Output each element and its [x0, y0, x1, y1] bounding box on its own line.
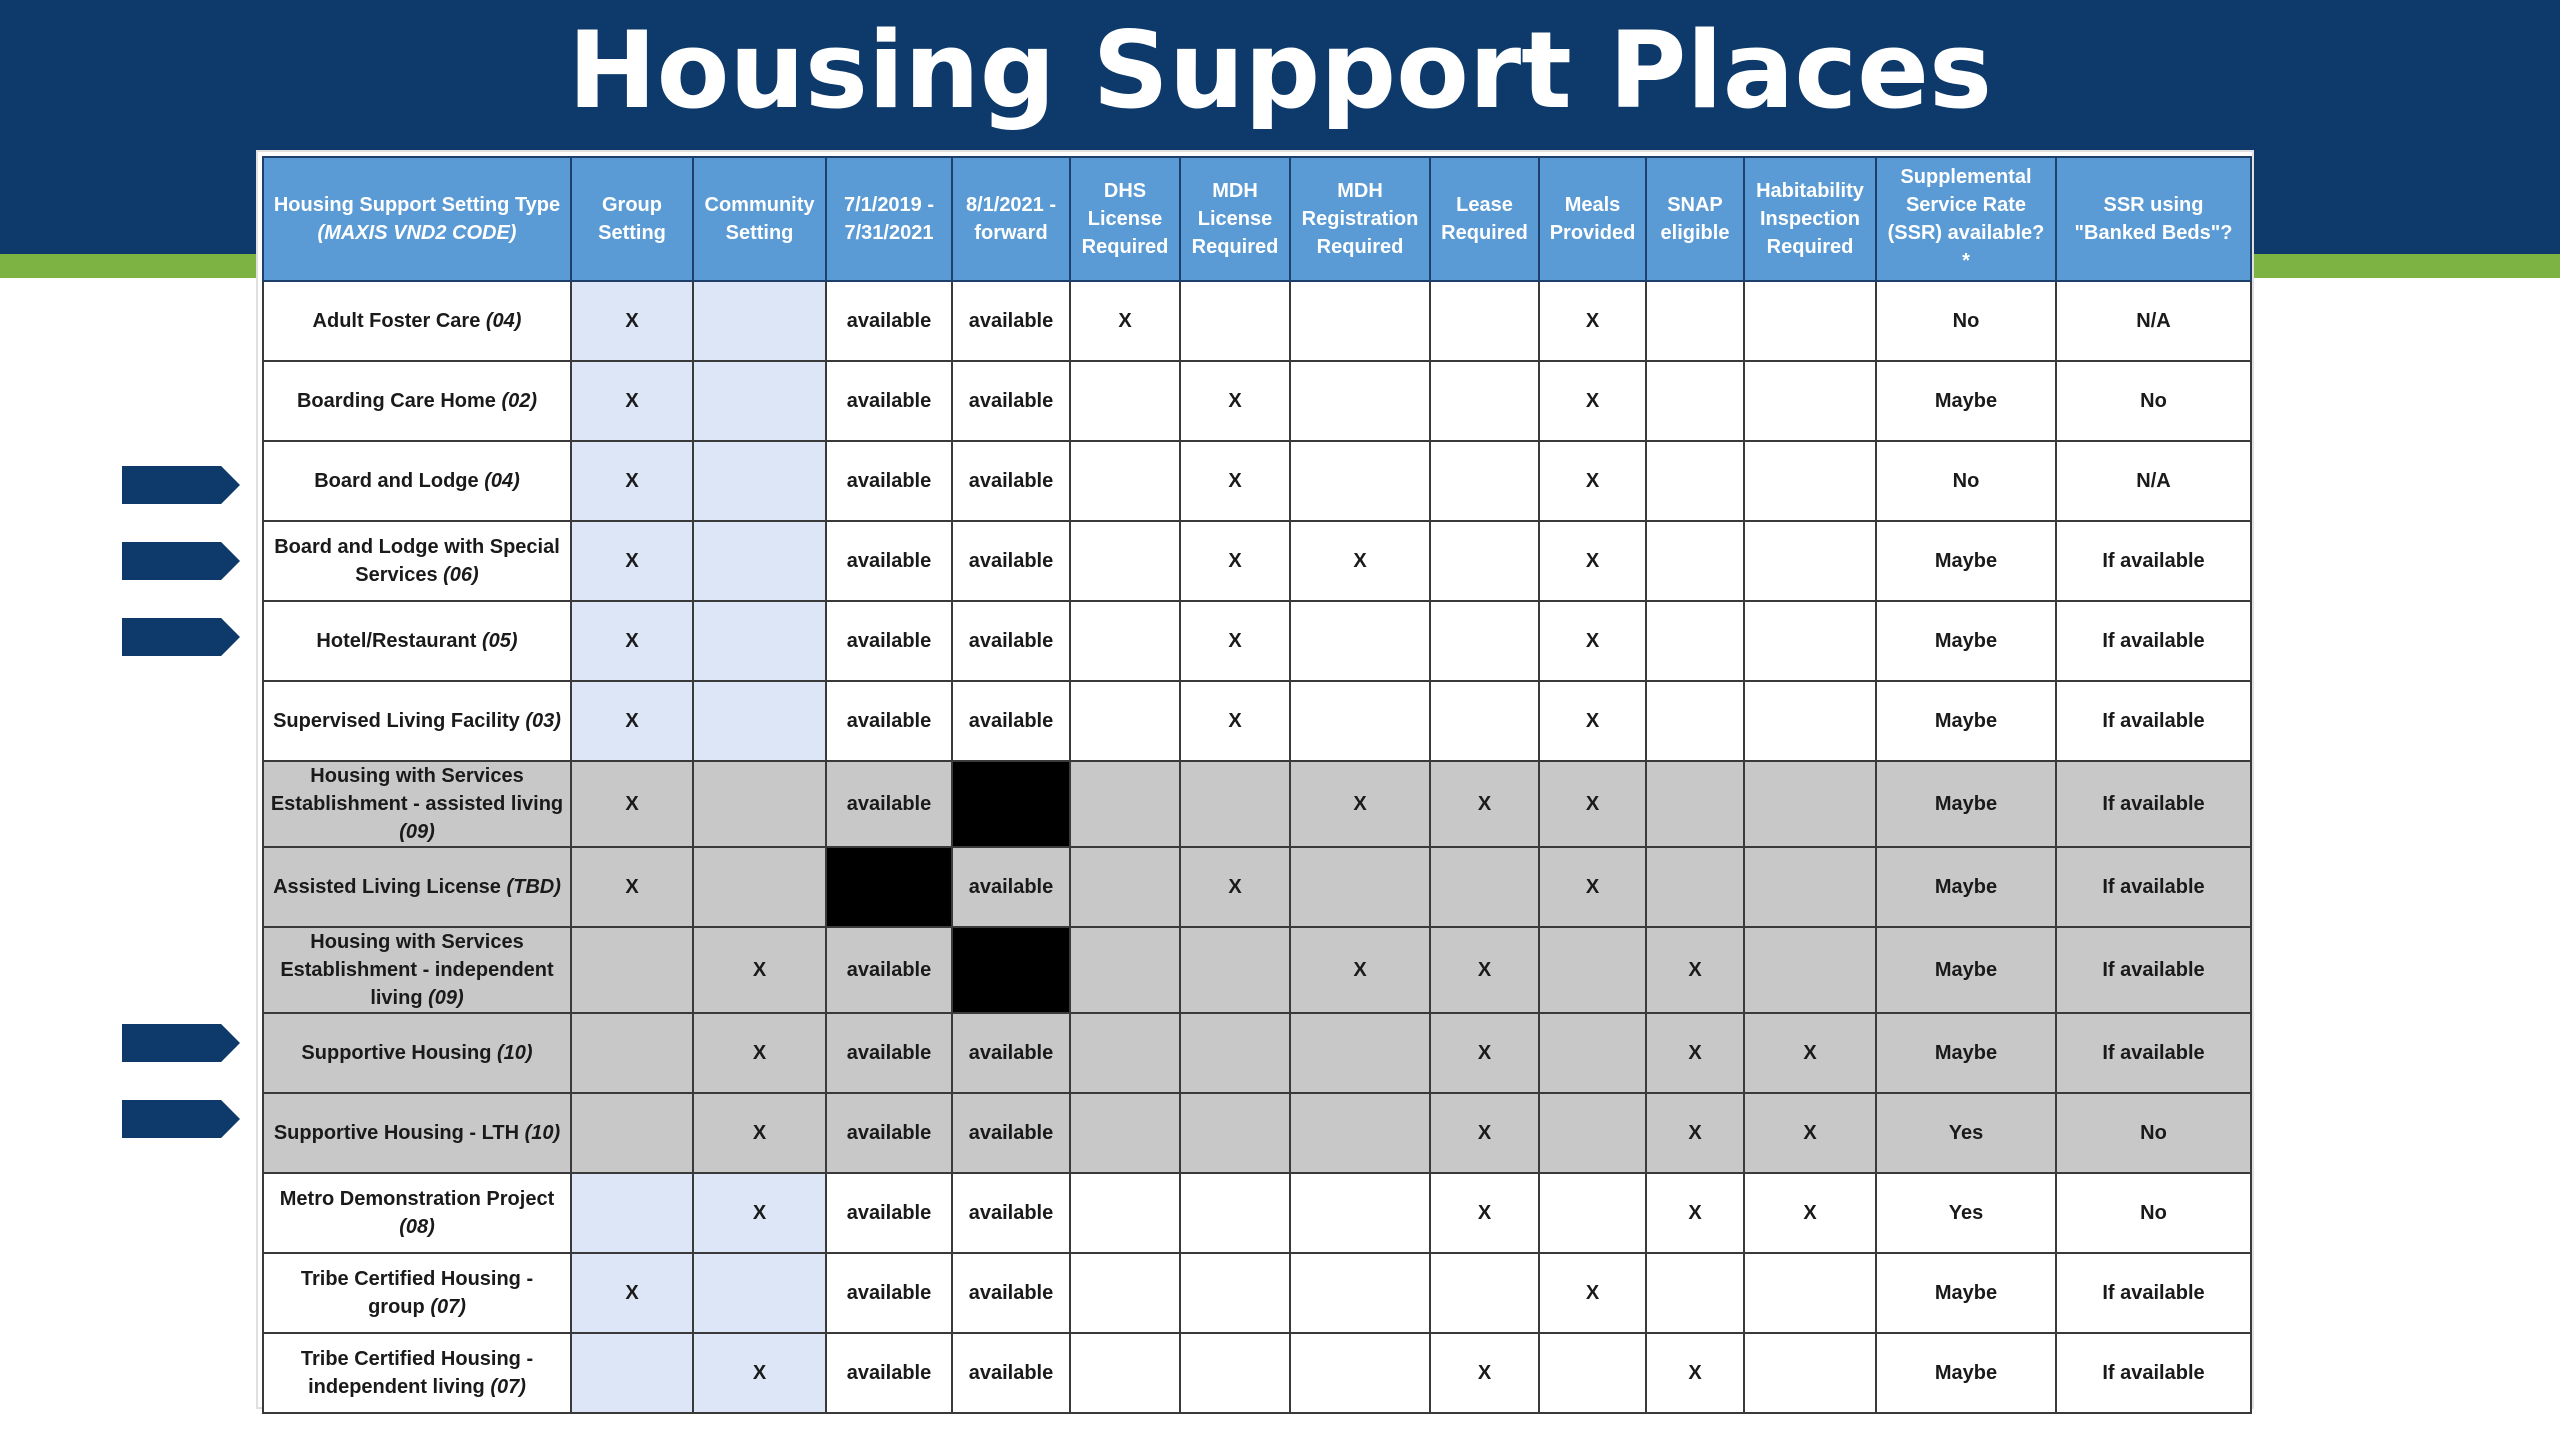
setting-code: (07) [490, 1376, 526, 1398]
setting-name: Supportive Housing - LTH [273, 1122, 525, 1144]
table-row [263, 847, 2251, 927]
cell-lease-required: X [1430, 1093, 1539, 1173]
cell-group-setting: X [571, 521, 693, 601]
header-ssr-banked-beds: SSR using "Banked Beds"? [2056, 157, 2251, 281]
cell-setting-type [263, 1253, 571, 1333]
header-meals-provided: Meals Provided [1539, 157, 1646, 281]
cell-setting-type [263, 847, 571, 927]
housing-support-table [262, 156, 2252, 1414]
cell-meals-provided: X [1539, 441, 1646, 521]
cell-mdh-registration [1290, 441, 1430, 521]
cell-lease-required [1430, 681, 1539, 761]
cell-dhs-license [1070, 1093, 1180, 1173]
header-ssr-available: Supplemental Service Rate (SSR) available? * [1876, 157, 2056, 281]
table-row [263, 361, 2251, 441]
cell-snap-eligible [1646, 281, 1744, 361]
cell-dhs-license [1070, 927, 1180, 1013]
cell-setting-type [263, 361, 571, 441]
cell-group-setting: X [571, 441, 693, 521]
cell-mdh-license [1180, 1333, 1290, 1413]
cell-community-setting [693, 761, 826, 847]
setting-code: (07) [430, 1296, 466, 1318]
header-setting-type-code: (MAXIS VND2 CODE) [317, 222, 517, 244]
cell-setting-type [263, 601, 571, 681]
cell-snap-eligible: X [1646, 927, 1744, 1013]
cell-ssr-banked-beds: N/A [2056, 281, 2251, 361]
cell-setting-type [263, 681, 571, 761]
cell-setting-type [263, 1013, 571, 1093]
cell-dhs-license [1070, 847, 1180, 927]
cell-snap-eligible [1646, 521, 1744, 601]
header-setting-type [263, 157, 571, 281]
cell-community-setting [693, 601, 826, 681]
cell-lease-required: X [1430, 761, 1539, 847]
cell-snap-eligible [1646, 361, 1744, 441]
arrow-marker-board-lodge-special [122, 542, 240, 580]
table-row [263, 521, 2251, 601]
cell-group-setting: X [571, 847, 693, 927]
cell-community-setting [693, 681, 826, 761]
cell-ssr-banked-beds: If available [2056, 1333, 2251, 1413]
cell-meals-provided: X [1539, 761, 1646, 847]
setting-name: Supportive Housing [301, 1042, 497, 1064]
cell-period-2021: available [952, 847, 1070, 927]
setting-name: Supervised Living Facility [273, 710, 526, 732]
cell-group-setting: X [571, 601, 693, 681]
cell-ssr-banked-beds: If available [2056, 681, 2251, 761]
arrow-marker-board-and-lodge [122, 466, 240, 504]
cell-meals-provided: X [1539, 1253, 1646, 1333]
cell-ssr-available: Maybe [1876, 761, 2056, 847]
setting-code: (10) [496, 1042, 533, 1064]
setting-name: Board and Lodge [314, 470, 485, 492]
header-setting-type-label: Housing Support Setting Type [273, 194, 561, 216]
cell-lease-required [1430, 1253, 1539, 1333]
cell-group-setting [571, 927, 693, 1013]
cell-ssr-available: Maybe [1876, 1253, 2056, 1333]
cell-lease-required [1430, 521, 1539, 601]
cell-setting-type [263, 927, 571, 1013]
cell-period-2019: available [826, 281, 952, 361]
cell-period-2021: available [952, 1013, 1070, 1093]
cell-ssr-banked-beds: If available [2056, 927, 2251, 1013]
cell-dhs-license [1070, 521, 1180, 601]
setting-name: Tribe Certified Housing - group [300, 1268, 534, 1318]
cell-period-2021: available [952, 1173, 1070, 1253]
cell-period-2019: available [826, 361, 952, 441]
setting-code: (TBD) [506, 876, 561, 898]
cell-mdh-license [1180, 281, 1290, 361]
cell-period-2019: available [826, 927, 952, 1013]
table-row [263, 1093, 2251, 1173]
cell-community-setting: X [693, 1333, 826, 1413]
setting-name: Tribe Certified Housing - independent living [300, 1348, 534, 1398]
cell-habitability [1744, 521, 1876, 601]
cell-period-2019: available [826, 1173, 952, 1253]
cell-ssr-banked-beds: N/A [2056, 441, 2251, 521]
setting-code: (06) [443, 564, 479, 586]
cell-mdh-registration [1290, 281, 1430, 361]
cell-ssr-available: No [1876, 281, 2056, 361]
cell-mdh-license: X [1180, 521, 1290, 601]
cell-community-setting [693, 441, 826, 521]
cell-period-2021 [952, 927, 1070, 1013]
cell-lease-required: X [1430, 1173, 1539, 1253]
cell-mdh-registration: X [1290, 761, 1430, 847]
cell-mdh-registration [1290, 1173, 1430, 1253]
cell-ssr-banked-beds: No [2056, 361, 2251, 441]
cell-dhs-license [1070, 1253, 1180, 1333]
setting-code: (03) [525, 710, 561, 732]
cell-group-setting [571, 1093, 693, 1173]
cell-mdh-license: X [1180, 681, 1290, 761]
cell-habitability [1744, 1333, 1876, 1413]
cell-period-2021: available [952, 361, 1070, 441]
cell-meals-provided: X [1539, 281, 1646, 361]
cell-mdh-registration [1290, 1093, 1430, 1173]
cell-habitability [1744, 761, 1876, 847]
cell-community-setting [693, 361, 826, 441]
cell-ssr-available: Yes [1876, 1093, 2056, 1173]
table-row [263, 441, 2251, 521]
setting-code: (08) [399, 1216, 435, 1238]
cell-ssr-banked-beds: No [2056, 1093, 2251, 1173]
cell-ssr-available: Maybe [1876, 521, 2056, 601]
cell-community-setting: X [693, 1093, 826, 1173]
cell-mdh-license: X [1180, 361, 1290, 441]
arrow-marker-supportive-housing-lth [122, 1100, 240, 1138]
cell-period-2019: available [826, 1253, 952, 1333]
cell-group-setting: X [571, 761, 693, 847]
cell-lease-required [1430, 441, 1539, 521]
cell-dhs-license [1070, 1173, 1180, 1253]
cell-meals-provided: X [1539, 521, 1646, 601]
cell-snap-eligible: X [1646, 1013, 1744, 1093]
cell-period-2019: available [826, 1333, 952, 1413]
header-snap-eligible: SNAP eligible [1646, 157, 1744, 281]
cell-dhs-license [1070, 1013, 1180, 1093]
cell-period-2021: available [952, 681, 1070, 761]
cell-mdh-license [1180, 1253, 1290, 1333]
cell-community-setting: X [693, 1013, 826, 1093]
cell-snap-eligible [1646, 441, 1744, 521]
cell-community-setting: X [693, 927, 826, 1013]
cell-period-2021: available [952, 441, 1070, 521]
table-row [263, 761, 2251, 847]
cell-group-setting: X [571, 281, 693, 361]
cell-mdh-registration: X [1290, 927, 1430, 1013]
arrow-marker-hotel-restaurant [122, 618, 240, 656]
setting-name: Adult Foster Care [312, 310, 486, 332]
cell-period-2021: available [952, 281, 1070, 361]
cell-lease-required [1430, 847, 1539, 927]
cell-period-2019: available [826, 601, 952, 681]
table-row [263, 1173, 2251, 1253]
arrow-marker-supportive-housing [122, 1024, 240, 1062]
setting-name: Board and Lodge with Special Services [274, 536, 560, 586]
header-mdh-license: MDH License Required [1180, 157, 1290, 281]
cell-setting-type [263, 441, 571, 521]
cell-period-2019: available [826, 681, 952, 761]
header-row [263, 157, 2251, 281]
setting-code: (02) [501, 390, 538, 412]
cell-ssr-banked-beds: If available [2056, 761, 2251, 847]
cell-period-2019: available [826, 1093, 952, 1173]
cell-mdh-registration [1290, 361, 1430, 441]
cell-ssr-available: Yes [1876, 1173, 2056, 1253]
cell-ssr-banked-beds: If available [2056, 1253, 2251, 1333]
table-row [263, 681, 2251, 761]
cell-community-setting [693, 847, 826, 927]
header-period-2019: 7/1/2019 - 7/31/2021 [826, 157, 952, 281]
cell-snap-eligible [1646, 761, 1744, 847]
cell-group-setting: X [571, 361, 693, 441]
cell-mdh-registration [1290, 681, 1430, 761]
cell-mdh-registration [1290, 1333, 1430, 1413]
header-community-setting: Community Setting [693, 157, 826, 281]
cell-snap-eligible [1646, 847, 1744, 927]
cell-period-2019: available [826, 1013, 952, 1093]
cell-period-2021: available [952, 521, 1070, 601]
table-row [263, 281, 2251, 361]
cell-group-setting [571, 1173, 693, 1253]
cell-ssr-available: Maybe [1876, 361, 2056, 441]
cell-ssr-available: No [1876, 441, 2056, 521]
cell-meals-provided [1539, 1093, 1646, 1173]
cell-dhs-license: X [1070, 281, 1180, 361]
cell-snap-eligible [1646, 681, 1744, 761]
cell-setting-type [263, 1093, 571, 1173]
table-row [263, 601, 2251, 681]
cell-period-2021: available [952, 601, 1070, 681]
cell-community-setting [693, 281, 826, 361]
setting-code: (04) [485, 310, 522, 332]
cell-snap-eligible [1646, 1253, 1744, 1333]
cell-period-2019: available [826, 441, 952, 521]
header-group-setting: Group Setting [571, 157, 693, 281]
cell-mdh-registration [1290, 601, 1430, 681]
cell-setting-type [263, 761, 571, 847]
cell-mdh-license: X [1180, 601, 1290, 681]
cell-community-setting [693, 521, 826, 601]
cell-dhs-license [1070, 1333, 1180, 1413]
cell-ssr-available: Maybe [1876, 847, 2056, 927]
cell-meals-provided: X [1539, 681, 1646, 761]
cell-mdh-registration [1290, 1013, 1430, 1093]
setting-name: Metro Demonstration Project [279, 1188, 555, 1210]
setting-name: Hotel/Restaurant [316, 630, 482, 652]
cell-habitability: X [1744, 1173, 1876, 1253]
cell-habitability [1744, 601, 1876, 681]
cell-ssr-banked-beds: If available [2056, 847, 2251, 927]
cell-lease-required [1430, 281, 1539, 361]
cell-mdh-license: X [1180, 847, 1290, 927]
cell-habitability [1744, 281, 1876, 361]
cell-snap-eligible: X [1646, 1173, 1744, 1253]
cell-mdh-license [1180, 927, 1290, 1013]
cell-period-2019 [826, 847, 952, 927]
cell-dhs-license [1070, 361, 1180, 441]
cell-period-2019: available [826, 521, 952, 601]
cell-group-setting [571, 1333, 693, 1413]
cell-ssr-available: Maybe [1876, 1333, 2056, 1413]
table-row [263, 1013, 2251, 1093]
cell-lease-required [1430, 361, 1539, 441]
cell-mdh-registration [1290, 847, 1430, 927]
cell-setting-type [263, 521, 571, 601]
cell-habitability [1744, 927, 1876, 1013]
cell-mdh-registration: X [1290, 521, 1430, 601]
cell-habitability [1744, 681, 1876, 761]
cell-mdh-license [1180, 1013, 1290, 1093]
cell-snap-eligible: X [1646, 1333, 1744, 1413]
cell-group-setting [571, 1013, 693, 1093]
cell-meals-provided: X [1539, 601, 1646, 681]
cell-lease-required: X [1430, 1333, 1539, 1413]
header-period-2021: 8/1/2021 - forward [952, 157, 1070, 281]
table-row [263, 1253, 2251, 1333]
cell-period-2021 [952, 761, 1070, 847]
setting-code: (10) [524, 1122, 561, 1144]
cell-habitability [1744, 1253, 1876, 1333]
table-row [263, 1333, 2251, 1413]
cell-habitability: X [1744, 1093, 1876, 1173]
table-body [263, 281, 2251, 1413]
cell-meals-provided: X [1539, 847, 1646, 927]
header-dhs-license: DHS License Required [1070, 157, 1180, 281]
cell-habitability [1744, 441, 1876, 521]
cell-community-setting: X [693, 1173, 826, 1253]
cell-period-2021: available [952, 1253, 1070, 1333]
cell-setting-type [263, 1333, 571, 1413]
cell-meals-provided [1539, 1013, 1646, 1093]
cell-ssr-available: Maybe [1876, 681, 2056, 761]
cell-snap-eligible [1646, 601, 1744, 681]
table-row [263, 927, 2251, 1013]
cell-period-2019: available [826, 761, 952, 847]
cell-group-setting: X [571, 681, 693, 761]
cell-mdh-registration [1290, 1253, 1430, 1333]
cell-habitability: X [1744, 1013, 1876, 1093]
header-mdh-registration: MDH Registration Required [1290, 157, 1430, 281]
cell-group-setting: X [571, 1253, 693, 1333]
cell-dhs-license [1070, 761, 1180, 847]
slide-title: Housing Support Places [567, 9, 1993, 132]
cell-ssr-banked-beds: No [2056, 1173, 2251, 1253]
cell-meals-provided [1539, 927, 1646, 1013]
cell-ssr-available: Maybe [1876, 601, 2056, 681]
cell-setting-type [263, 1173, 571, 1253]
cell-mdh-license [1180, 1173, 1290, 1253]
cell-meals-provided [1539, 1173, 1646, 1253]
cell-ssr-available: Maybe [1876, 927, 2056, 1013]
setting-code: (09) [428, 987, 464, 1009]
cell-ssr-banked-beds: If available [2056, 521, 2251, 601]
cell-dhs-license [1070, 681, 1180, 761]
cell-mdh-license: X [1180, 441, 1290, 521]
setting-name: Assisted Living License [273, 876, 507, 898]
setting-name: Boarding Care Home [296, 390, 502, 412]
header-habitability: Habitability Inspection Required [1744, 157, 1876, 281]
cell-period-2021: available [952, 1333, 1070, 1413]
header-lease-required: Lease Required [1430, 157, 1539, 281]
cell-ssr-available: Maybe [1876, 1013, 2056, 1093]
setting-name: Housing with Services Establishment - assisted living [270, 765, 564, 815]
cell-lease-required [1430, 601, 1539, 681]
cell-meals-provided: X [1539, 361, 1646, 441]
cell-ssr-banked-beds: If available [2056, 601, 2251, 681]
cell-dhs-license [1070, 601, 1180, 681]
cell-lease-required: X [1430, 1013, 1539, 1093]
cell-mdh-license [1180, 1093, 1290, 1173]
cell-mdh-license [1180, 761, 1290, 847]
cell-snap-eligible: X [1646, 1093, 1744, 1173]
cell-meals-provided [1539, 1333, 1646, 1413]
setting-name: Housing with Services Establishment - independent living [280, 931, 554, 1009]
cell-period-2021: available [952, 1093, 1070, 1173]
cell-lease-required: X [1430, 927, 1539, 1013]
cell-ssr-banked-beds: If available [2056, 1013, 2251, 1093]
cell-setting-type [263, 281, 571, 361]
setting-code: (05) [482, 630, 518, 652]
setting-code: (04) [484, 470, 520, 492]
cell-habitability [1744, 847, 1876, 927]
setting-code: (09) [399, 821, 435, 843]
cell-habitability [1744, 361, 1876, 441]
cell-community-setting [693, 1253, 826, 1333]
cell-dhs-license [1070, 441, 1180, 521]
